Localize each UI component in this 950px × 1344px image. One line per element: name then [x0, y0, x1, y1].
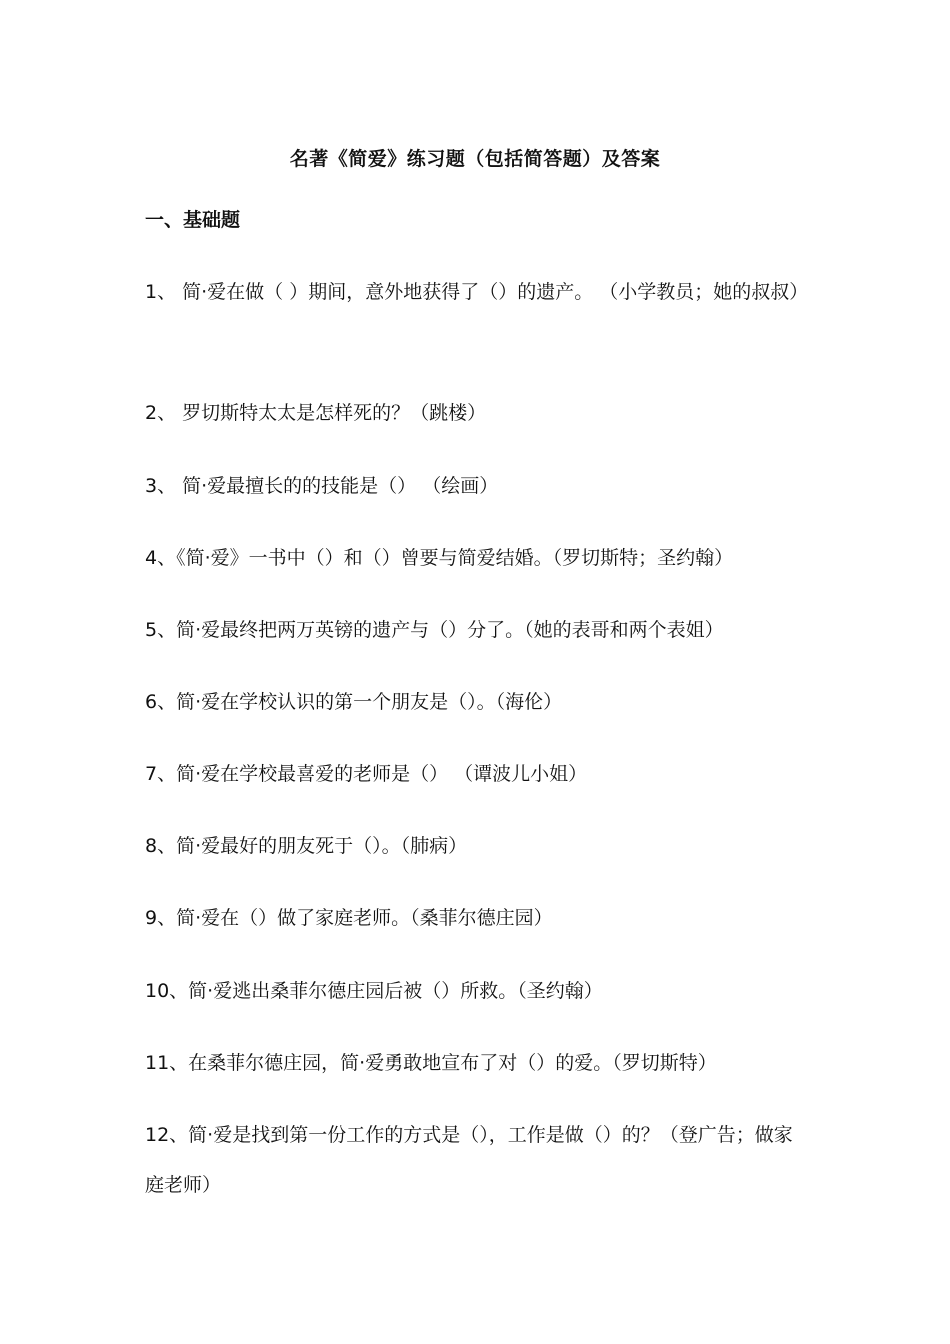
question-item: 6、简·爱在学校认识的第一个朋友是（）。（海伦） — [145, 691, 563, 713]
question-item: 7、简·爱在学校最喜爱的老师是（） （谭波儿小姐） — [145, 763, 588, 785]
question-item: 4、《简·爱》一书中（）和（）曾要与简爱结婚。（罗切斯特；圣约翰） — [145, 547, 734, 569]
section-heading: 一、基础题 — [145, 209, 241, 231]
question-item: 1、 简·爱在做（ ）期间，意外地获得了（）的遗产。 （小学教员；她的叔叔） — [145, 281, 809, 303]
question-item: 12、简·爱是找到第一份工作的方式是（），工作是做（）的？（登广告；做家庭老师） — [145, 1124, 793, 1196]
question-item: 9、简·爱在（）做了家庭老师。（桑菲尔德庄园） — [145, 907, 553, 929]
question-item: 11、在桑菲尔德庄园，简·爱勇敢地宣布了对（）的爱。（罗切斯特） — [145, 1052, 717, 1074]
question-item: 3、 简·爱最擅长的的技能是（） （绘画） — [145, 475, 499, 497]
question-item: 2、 罗切斯特太太是怎样死的？（跳楼） — [145, 402, 487, 424]
question-item: 8、简·爱最好的朋友死于（）。（肺病） — [145, 835, 468, 857]
document-title: 名著《简爱》练习题（包括简答题）及答案 — [289, 148, 661, 170]
question-item: 10、简·爱逃出桑菲尔德庄园后被（）所救。（圣约翰） — [145, 980, 603, 1002]
question-item: 5、简·爱最终把两万英镑的遗产与（）分了。（她的表哥和两个表姐） — [145, 619, 724, 641]
